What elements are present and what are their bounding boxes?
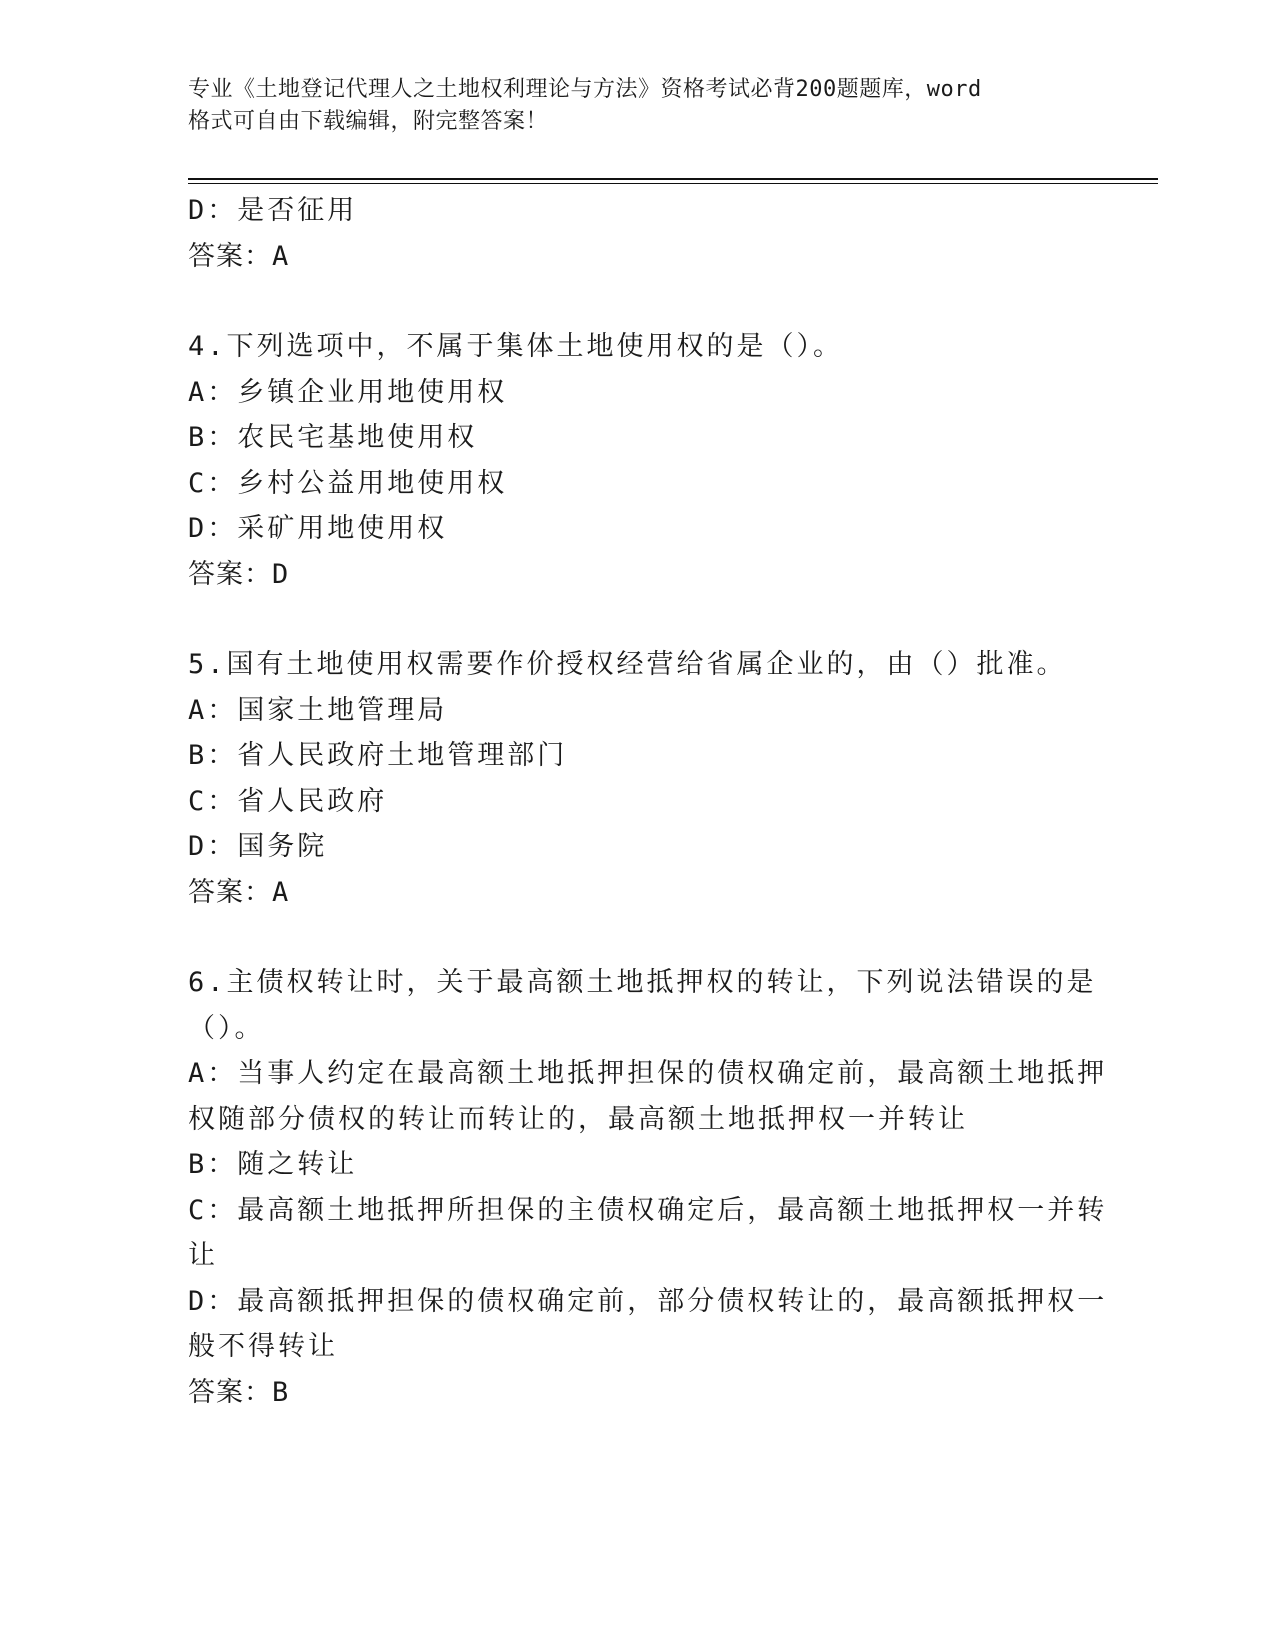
question-list <box>188 188 1108 1415</box>
option-c-line-2: 让 <box>188 1240 218 1271</box>
answer: 答案：B <box>188 1376 290 1408</box>
option-a-line-1: A：当事人约定在最高额土地抵押担保的债权确定前，最高额土地抵押 <box>188 1058 1108 1089</box>
question-text: 4.下列选项中，不属于集体土地使用权的是（）。 <box>188 331 844 362</box>
option-c-line-1: C：最高额土地抵押所担保的主债权确定后，最高额土地抵押权一并转 <box>188 1194 1108 1226</box>
answer: 答案：A <box>188 240 290 272</box>
option-c: C：省人民政府 <box>188 785 388 817</box>
answer: 答案：A <box>188 876 290 908</box>
option-a-line-2: 权随部分债权的转让而转让的，最高额土地抵押权一并转让 <box>188 1103 968 1135</box>
question-text-line-2: （）。 <box>188 1012 265 1044</box>
spacer <box>188 279 1088 324</box>
option-b: B：随之转让 <box>188 1149 358 1180</box>
spacer <box>188 597 1088 642</box>
option-a: A：国家土地管理局 <box>188 694 448 726</box>
option-d-line-2: 般不得转让 <box>188 1331 338 1362</box>
answer: 答案：D <box>188 558 290 590</box>
option-d: D：国务院 <box>188 831 328 862</box>
option-d: D：是否征用 <box>188 195 358 226</box>
header-divider-thick <box>188 178 1158 180</box>
option-c: C：乡村公益用地使用权 <box>188 467 508 499</box>
question-text-line-1: 6.主债权转让时，关于最高额土地抵押权的转让，下列说法错误的是 <box>188 967 1097 998</box>
option-b: B：农民宅基地使用权 <box>188 422 478 453</box>
option-d: D：采矿用地使用权 <box>188 513 448 544</box>
question-block-4 <box>188 324 1088 597</box>
header-line-1: 专业《土地登记代理人之土地权利理论与方法》资格考试必背200题题库，word <box>188 77 982 102</box>
header-line-2: 格式可自由下载编辑，附完整答案！ <box>188 109 549 134</box>
option-d-line-1: D：最高额抵押担保的债权确定前，部分债权转让的，最高额抵押权一 <box>188 1285 1108 1317</box>
spacer <box>188 915 1088 960</box>
option-a: A：乡镇企业用地使用权 <box>188 376 508 408</box>
document-header <box>188 74 1068 138</box>
option-b: B：省人民政府土地管理部门 <box>188 740 568 771</box>
question-text: 5.国有土地使用权需要作价授权经营给省属企业的，由（）批准。 <box>188 649 1067 680</box>
question-block-prev <box>188 188 1088 279</box>
question-block-5 <box>188 642 1088 915</box>
header-divider-thin <box>188 183 1158 184</box>
question-block-6 <box>188 960 1108 1415</box>
